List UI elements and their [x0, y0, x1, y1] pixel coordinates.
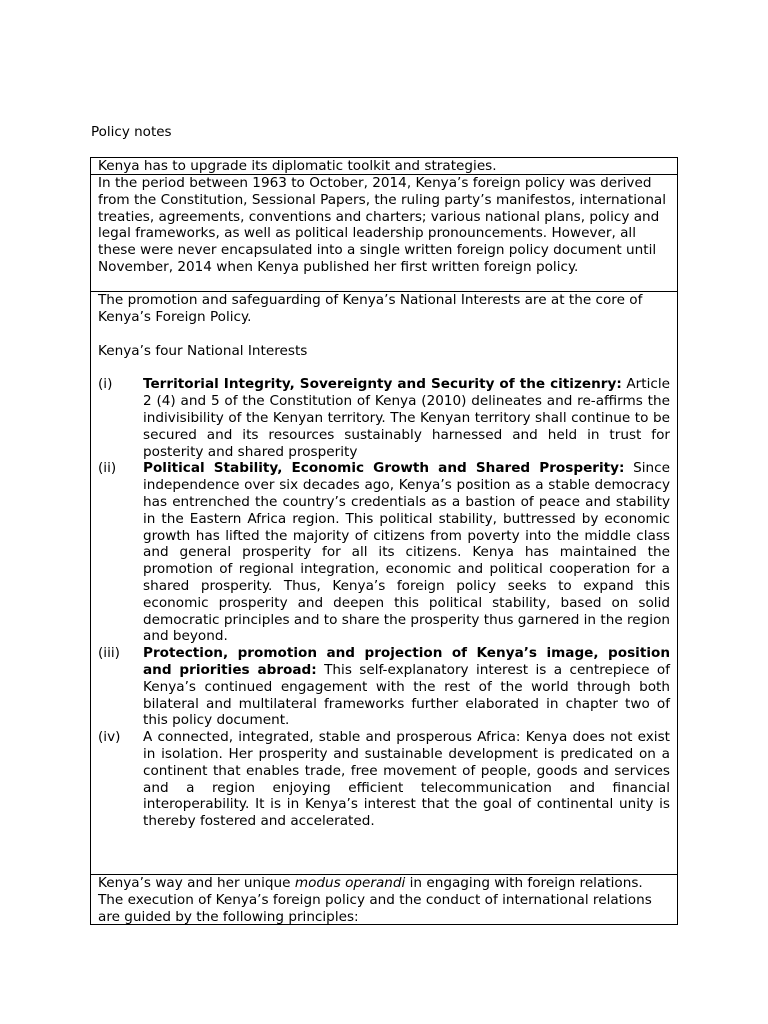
interests-heading: Kenya’s four National Interests: [98, 342, 308, 359]
policy-table: [90, 157, 678, 925]
list-item-heading: Territorial Integrity, Sovereignty and Security of the citizenry:: [143, 376, 622, 393]
list-numeral: (iii): [98, 645, 120, 662]
modus-operandi-line: Kenya’s way and her unique modus operandi in engaging with foreign relations.: [98, 875, 643, 891]
modus-operandi-italic: modus operandi: [294, 875, 406, 891]
list-item-heading: Political Stability, Economic Growth and Shared Prosperity:: [143, 460, 625, 477]
list-item-heading: Protection, promotion and projection of Kenya’s image, position and priorities abroad:: [143, 645, 670, 678]
list-item: [98, 729, 670, 830]
list-item-body: Since independence over six decades ago, Kenya’s position as a stable democracy has entrenched the country’s credentials as a bastion of peace and stability in the Eastern Africa region. This political stability, buttressed by economic growth has lifted the majority of citizens from poverty into the middle class and general prosperity for all its citizens. Kenya has maintained the promotion of regional integration, economic and political cooperation for a shared prosperity. Thus, Kenya’s foreign policy seeks to expand this economic prosperity and deepen this political stability, based on solid democratic principles and to share the prosperity thus garnered in the region and beyond.: [143, 460, 670, 645]
interests-intro: The promotion and safeguarding of Kenya’s National Interests are at the core of Kenya’s Foreign Policy.: [98, 292, 643, 325]
list-numeral: (iv): [98, 729, 121, 746]
list-numeral: (i): [98, 376, 113, 393]
table-row-toolkit: [91, 158, 677, 175]
interests-list: [98, 376, 670, 830]
page-title: Policy notes: [91, 124, 172, 140]
list-numeral: (ii): [98, 460, 117, 477]
list-item-text: [143, 460, 670, 645]
toolkit-text: Kenya has to upgrade its diplomatic toolkit and strategies.: [98, 158, 497, 174]
principles-intro: The execution of Kenya’s foreign policy and the conduct of international relations are guided by the following principles:: [98, 891, 652, 925]
list-item: [98, 460, 670, 645]
table-row-history: [91, 175, 677, 292]
table-row-national-interests: [91, 292, 677, 875]
list-item-text: [143, 729, 670, 830]
list-item-body: This self-explanatory interest is a centrepiece of Kenya’s continued engagement with the rest of the world through both bilateral and multilateral frameworks further elaborated in chapter two of this policy document.: [143, 661, 670, 729]
history-text: In the period between 1963 to October, 2014, Kenya’s foreign policy was derived from the Constitution, Sessional Papers, the ruling party’s manifestos, international treaties, agreements, conventions and charters; various national plans, policy and legal frameworks, as well as political leadership pronouncements. However, all these were never encapsulated into a single written foreign policy document until November, 2014 when Kenya published her first written foreign policy.: [98, 175, 667, 275]
list-item-body: A connected, integrated, stable and prosperous Africa: Kenya does not exist in isolation. Her prosperity and sustainable development is predicated on a continent that enables trade, free movement of people, goods and services and a region enjoying efficient telecommunication and financial interoperability. It is in Kenya’s interest that the goal of continental unity is thereby fostered and accelerated.: [143, 729, 670, 830]
list-item-text: [143, 376, 670, 460]
list-item-body: Article 2 (4) and 5 of the Constitution of Kenya (2010) delineates and re-affirms the indivisibility of the Kenyan territory. The Kenyan territory shall continue to be secured and its resources sustainably harnessed and held in trust for posterity and shared prosperity: [143, 376, 670, 460]
list-item: [98, 376, 670, 460]
table-row-modus-operandi: [91, 875, 677, 924]
list-item: [98, 645, 670, 729]
list-item-text: [143, 645, 670, 729]
